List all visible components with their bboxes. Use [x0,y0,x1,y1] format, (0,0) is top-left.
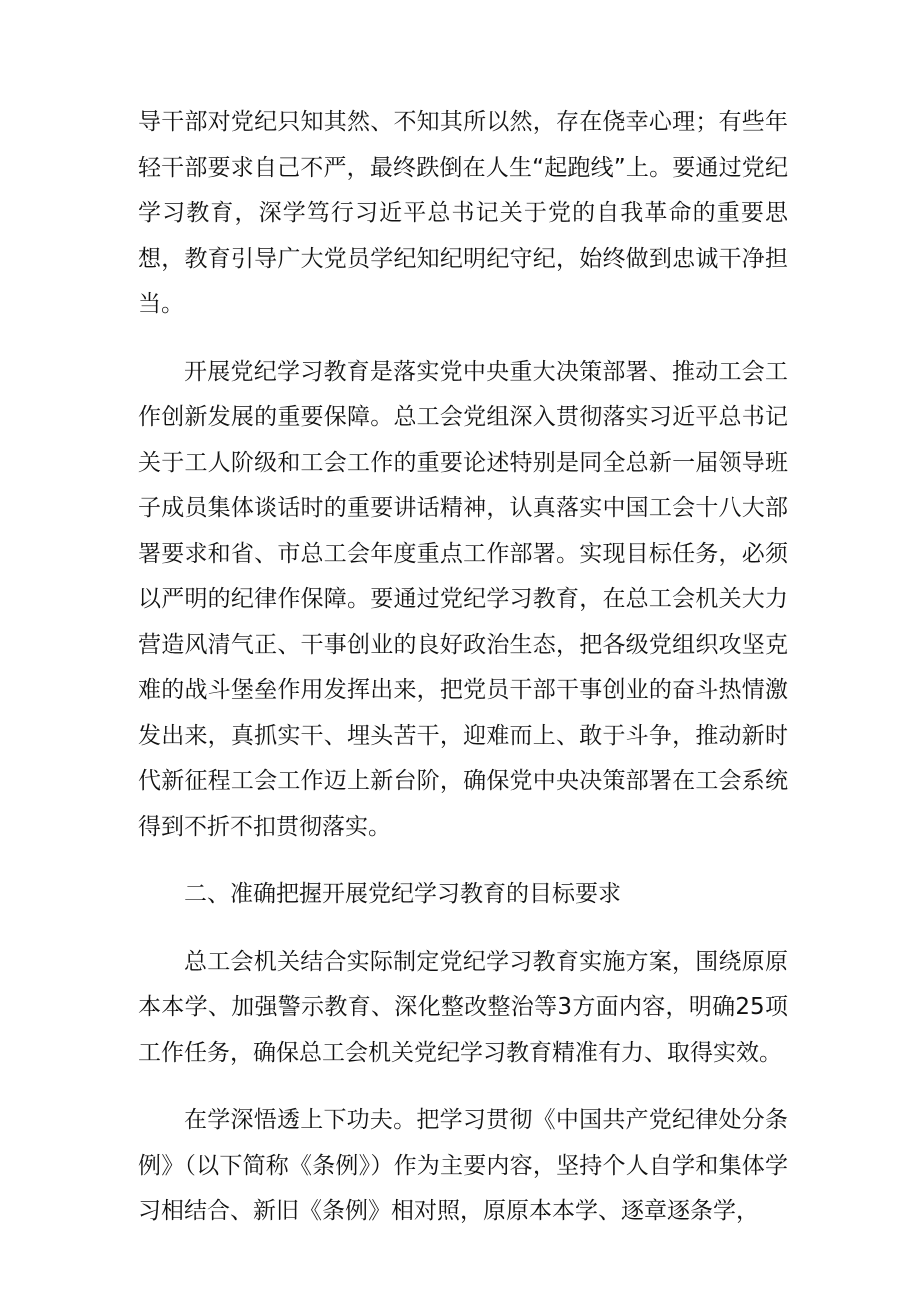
document-body [138,100,788,1257]
paragraph-continuation: 导干部对党纪只知其然、不知其所以然，存在侥幸心理；有些年轻干部要求自己不严，最终跌倒在人生“起跑线”上。要通过党纪学习教育，深学笃行习近平总书记关于党的自我革命的重要思想，教育引导广大党员学纪知纪明纪守纪，始终做到忠诚干净担当。 [138,109,788,317]
section-heading-two: 二、准确把握开展党纪学习教育的目标要求 [184,881,621,907]
paragraph-implementation-plan: 总工会机关结合实际制定党纪学习教育实施方案，围绕原原本本学、加强警示教育、深化整改整治等3方面内容，明确25项工作任务，确保总工会机关党纪学习教育精准有力、取得实效。 [138,948,788,1066]
paragraph-work-guarantee: 开展党纪学习教育是落实党中央重大决策部署、推动工会工作创新发展的重要保障。总工会党组深入贯彻落实习近平总书记关于工人阶级和工会工作的重要论述特别是同全总新一届领导班子成员集体谈话时的重要讲话精神，认真落实中国工会十八大部署要求和省、市总工会年度重点工作部署。实现目标任务，必须以严明的纪律作保障。要通过党纪学习教育，在总工会机关大力营造风清气正、干事创业的良好政治生态，把各级党组织攻坚克难的战斗堡垒作用发挥出来，把党员干部干事创业的奋斗热情激发出来，真抓实干、埋头苦干，迎难而上、敢于斗争，推动新时代新征程工会工作迈上新台阶，确保党中央决策部署在工会系统得到不折不扣贯彻落实。 [138,358,788,840]
paragraph-study-deeply: 在学深悟透上下功夫。把学习贯彻《中国共产党纪律处分条例》（以下简称《条例》）作为主要内容，坚持个人自学和集体学习相结合、新旧《条例》相对照，原原本本学、逐章逐条学， [138,1107,788,1224]
